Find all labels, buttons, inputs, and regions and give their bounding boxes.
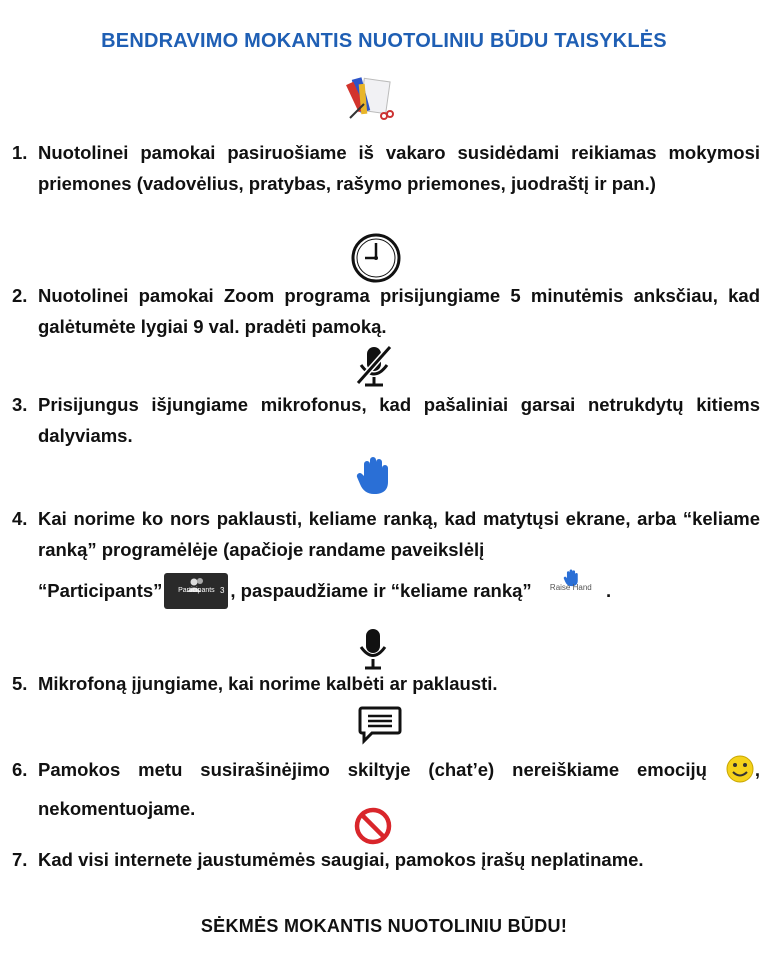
rule-text-part: , paspaudžiame ir “keliame ranką” [230, 580, 532, 601]
closing-message: SĖKMĖS MOKANTIS NUOTOLINIU BŪDU! [200, 916, 568, 936]
rule-text-part: “Participants” [38, 580, 163, 601]
participants-count: 3 [219, 586, 225, 595]
school-supplies-icon [346, 74, 396, 127]
rule-5 [12, 668, 760, 699]
rule-7 [12, 844, 760, 875]
smiley-icon [725, 754, 755, 793]
raised-hand-icon [356, 456, 390, 501]
rule-text-part: Pamokos metu susirašinėjimo skiltyje (chat’e) nereiškiame emocijų [38, 759, 707, 780]
muted-microphone-icon [352, 343, 396, 392]
rule-text: Kad visi internete jaustumėmės saugiai, pamokos įrašų neplatiname. [38, 849, 644, 870]
rule-number: 2. [12, 285, 28, 306]
participants-button-image [164, 573, 228, 609]
rule-number: 7. [12, 849, 28, 870]
rule-4 [12, 503, 760, 609]
page-title: BENDRAVIMO MOKANTIS NUOTOLINIU BŪDU TAISYKLĖS [101, 30, 667, 52]
rule-text: Nuotolinei pamokai Zoom programa prisijungiame 5 minutėmis anksčiau, kad galėtumėte lygiai 9 val. pradėti pamoką. [38, 285, 760, 337]
rule-text [38, 754, 760, 824]
rule-number: 1. [12, 142, 28, 163]
rule-number: 3. [12, 394, 28, 415]
rule-text: Nuotolinei pamokai pasiruošiame iš vakaro susidėdami reikiamas mokymosi priemones (vadovėlius, pratybas, rašymo priemones, juodraštį ir pan.) [38, 142, 760, 194]
rule-1 [12, 137, 760, 199]
raise-hand-button-image [541, 569, 601, 605]
rule-2 [12, 280, 760, 342]
rule-text-part: , nekomentuojame. [38, 759, 760, 819]
rule-text [38, 503, 760, 609]
participants-label: Participants [178, 587, 215, 594]
raise-hand-label: Raise Hand [549, 583, 592, 592]
rule-3 [12, 389, 760, 451]
chat-bubble-icon [358, 705, 402, 750]
rule-text-end: . [605, 580, 612, 601]
rule-number: 5. [12, 673, 28, 694]
rule-number: 6. [12, 759, 28, 780]
rule-text: Prisijungus išjungiame mikrofonus, kad pašaliniai garsai netrukdytų kitiems dalyviams. [38, 394, 760, 446]
rule-text-line: Kai norime ko nors paklausti, keliame ranką, kad matytųsi ekrane, arba “keliame ranką” programėlėje (apačioje randame paveikslėlį [38, 508, 760, 560]
rule-text: Mikrofoną įjungiame, kai norime kalbėti ar paklausti. [38, 673, 498, 694]
rule-number: 4. [12, 508, 28, 529]
